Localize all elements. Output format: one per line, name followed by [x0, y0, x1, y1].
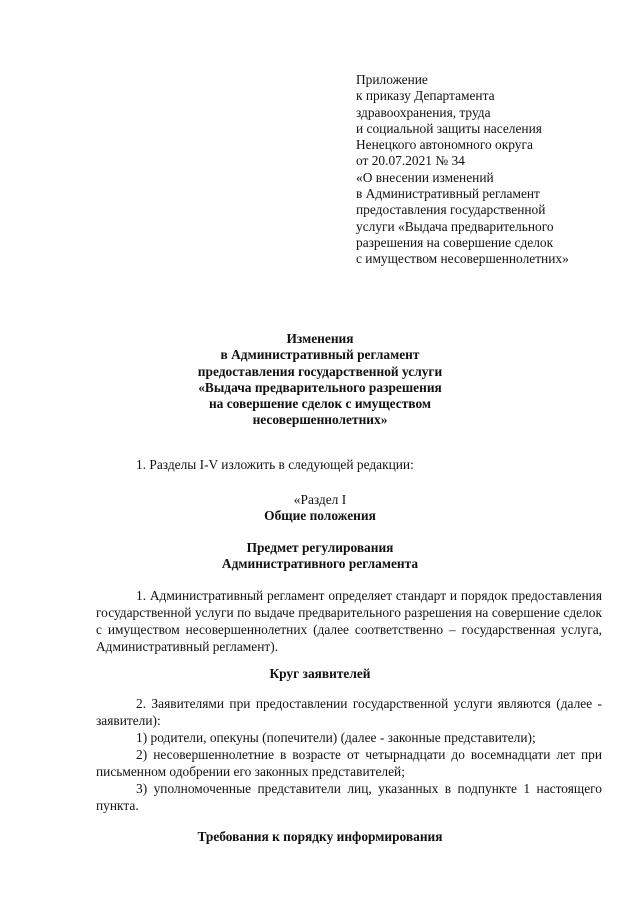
appendix-block — [356, 72, 626, 268]
paragraph-1: 1. Административный регламент определяет стандарт и порядок предоставления государственной услуги по выдаче предварительного разрешения на совершение сделок с имуществом несовершеннолетних (далее соответственно – государственная услуга, Административный регламент). — [96, 588, 602, 654]
applicants-heading: Круг заявителей — [269, 666, 371, 681]
section-label: «Раздел I — [293, 492, 347, 507]
changes-title-line: на совершение сделок с имуществом — [208, 396, 432, 412]
paragraph-2-intro: 2. Заявителями при предоставлении государственной услуги являются (далее - заявители): — [96, 696, 602, 728]
appendix-line: с имуществом несовершеннолетних» — [356, 251, 569, 267]
changes-title-line: в Административный регламент — [220, 347, 420, 363]
changes-title-line: Изменения — [286, 331, 354, 346]
paragraph-2 — [96, 695, 602, 814]
subject-heading-line: Предмет регулирования — [246, 540, 394, 555]
appendix-line: и социальной защиты населения — [356, 120, 542, 136]
section-title: Общие положения — [264, 508, 376, 523]
item-1: 1. Разделы I-V изложить в следующей редакции: — [136, 457, 414, 472]
appendix-line: предоставления государственной — [356, 202, 546, 218]
paragraph-2-item-1: 1) родители, опекуны (попечители) (далее - законные представители); — [136, 730, 536, 745]
subject-heading — [0, 540, 640, 573]
paragraph-2-item-2: 2) несовершеннолетние в возрасте от четырнадцати до восемнадцати лет при письменном одобрении его законных представителей; — [96, 747, 602, 779]
info-heading: Требования к порядку информирования — [197, 829, 443, 844]
appendix-line: здравоохранения, труда — [356, 104, 491, 120]
subject-heading-line: Административного регламента — [221, 556, 419, 572]
appendix-line: Ненецкого автономного округа — [356, 137, 533, 153]
changes-title-line: предоставления государственной услуги — [197, 363, 443, 379]
appendix-line: к приказу Департамента — [356, 88, 495, 104]
appendix-line: Приложение — [356, 72, 428, 87]
appendix-line: от 20.07.2021 № 34 — [356, 153, 465, 169]
appendix-line: в Административный регламент — [356, 186, 540, 202]
changes-title-line: «Выдача предварительного разрешения — [198, 379, 442, 395]
changes-title-line: несовершеннолетних» — [252, 412, 388, 428]
appendix-line: разрешения на совершение сделок — [356, 234, 554, 250]
appendix-line: услуги «Выдача предварительного — [356, 218, 554, 234]
paragraph-2-item-3: 3) уполномоченные представители лиц, указанных в подпункте 1 настоящего пункта. — [96, 781, 602, 813]
appendix-line: «О внесении изменений — [356, 169, 494, 185]
changes-title — [0, 331, 640, 429]
